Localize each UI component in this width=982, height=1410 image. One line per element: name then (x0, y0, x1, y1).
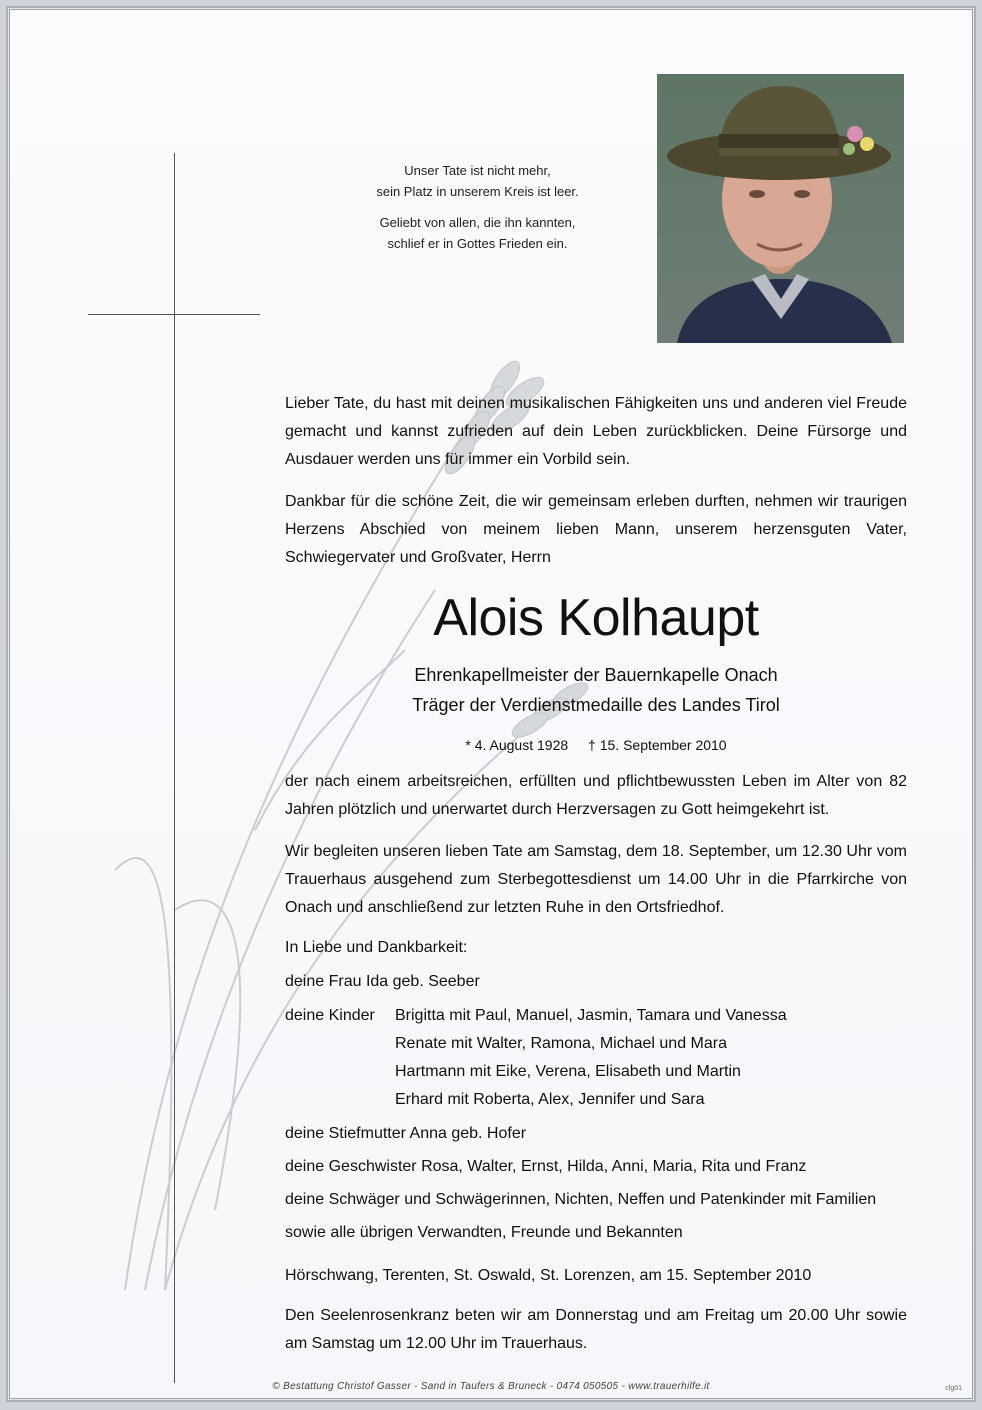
intro-paragraph-2: Dankbar für die schöne Zeit, die wir gemeinsam erleben durften, nehmen wir traurigen Herzens Abschied von meinem lieben Mann, unserem herzensguten Vater, Schwiegervater und Großvater, Herrn (285, 493, 907, 566)
verse-line: Geliebt von allen, die ihn kannten, (379, 215, 576, 230)
cross-vertical (174, 153, 175, 1383)
body-paragraph-2: Wir begleiten unseren lieben Tate am Samstag, dem 18. September, um 12.30 Uhr vom Trauerhaus ausgehend zum Sterbegottesdienst um 14.00 Uhr in die Pfarrkirche von Onach und anschließend zur letzten Ruhe in den Ortsfriedhof. (285, 843, 907, 916)
obituary-card (9, 9, 973, 1399)
template-code: clg01 (945, 1385, 962, 1392)
child-family: Renate mit Walter, Ramona, Michael und Mara (395, 1035, 727, 1052)
body-paragraph-1: der nach einem arbeitsreichen, erfüllten und pflichtbewussten Leben im Alter von 82 Jahren plötzlich und unerwartet durch Herzversagen zu Gott heimgekehrt ist. (285, 773, 907, 818)
mourner-others: sowie alle übrigen Verwandten, Freunde und Bekannten (285, 1224, 683, 1241)
verse-line: schlief er in Gottes Frieden ein. (387, 236, 568, 251)
children-label: deine Kinder (285, 1007, 375, 1024)
death-date: † 15. September 2010 (588, 737, 727, 753)
honors (285, 660, 907, 720)
mourners-heading: In Liebe und Dankbarkeit: (285, 939, 468, 956)
mourner-inlaws: deine Schwäger und Schwägerinnen, Nichten, Neffen und Patenkinder mit Familien (285, 1191, 877, 1208)
birth-date: * 4. August 1928 (465, 737, 569, 753)
verse-line: sein Platz in unserem Kreis ist leer. (376, 184, 579, 199)
mourner-children (285, 1002, 907, 1114)
deceased-name: Alois Kolhaupt (433, 589, 759, 647)
child-family: Brigitta mit Paul, Manuel, Jasmin, Tamara und Vanessa (395, 1007, 787, 1024)
verse-line: Unser Tate ist nicht mehr, (404, 163, 551, 178)
child-family: Erhard mit Roberta, Alex, Jennifer und Sara (395, 1091, 705, 1108)
intro-paragraph-1: Lieber Tate, du hast mit deinen musikalischen Fähigkeiten uns und anderen viel Freude gemacht und kannst zufrieden auf dein Leben zurückblicken. Deine Fürsorge und Ausdauer werden uns für immer ein Vorbild sein. (285, 395, 907, 468)
mourners-list (285, 934, 907, 1247)
place-date: Hörschwang, Terenten, St. Oswald, St. Lorenzen, am 15. September 2010 (285, 1267, 812, 1284)
honor-line: Träger der Verdienstmedaille des Landes Tirol (412, 695, 780, 715)
honor-line: Ehrenkapellmeister der Bauernkapelle Onach (414, 665, 778, 685)
rosary-notice: Den Seelenrosenkranz beten wir am Donnerstag und am Freitag um 20.00 Uhr sowie am Samstag um 12.00 Uhr im Trauerhaus. (285, 1307, 907, 1352)
child-family: Hartmann mit Eike, Verena, Elisabeth und Martin (395, 1063, 741, 1080)
portrait-photo (657, 74, 904, 343)
life-dates (285, 734, 907, 756)
mourner-wife: deine Frau Ida geb. Seeber (285, 973, 480, 990)
mourner-siblings: deine Geschwister Rosa, Walter, Ernst, Hilda, Anni, Maria, Rita und Franz (285, 1158, 807, 1175)
verse (340, 160, 615, 264)
footer-credit: © Bestattung Christof Gasser - Sand in Taufers & Bruneck - 0474 050505 - www.trauerhilfe.it (272, 1381, 710, 1392)
cross-horizontal (88, 314, 260, 315)
mourner-stepmother: deine Stiefmutter Anna geb. Hofer (285, 1125, 527, 1142)
